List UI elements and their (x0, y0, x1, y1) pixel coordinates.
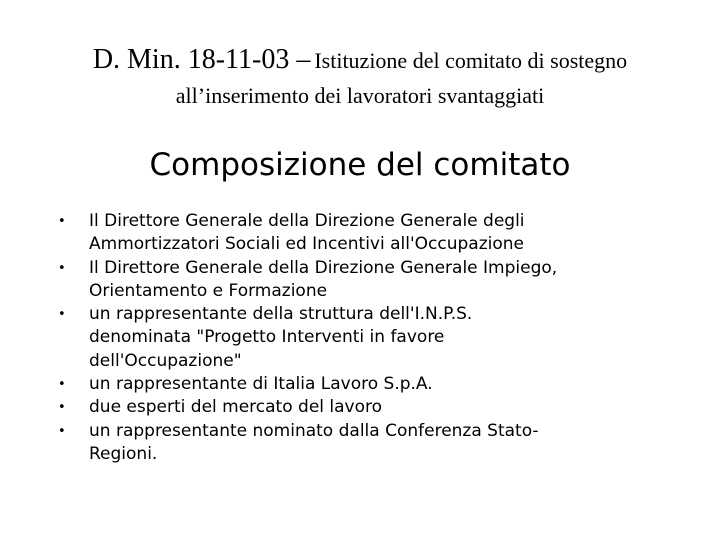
list-item-line: Orientamento e Formazione (89, 280, 328, 301)
bullet-icon: • (58, 307, 66, 323)
bullet-icon: • (58, 214, 66, 229)
list-item-line: due esperti del mercato del lavoro (89, 397, 383, 418)
list-item (58, 373, 678, 396)
list-item (58, 257, 678, 304)
slide-header (0, 40, 720, 110)
bullet-icon: • (58, 260, 66, 276)
decree-reference: D. Min. 18-11-03 – (92, 44, 311, 75)
list-item-line: Regioni. (89, 443, 158, 464)
list-item (58, 210, 678, 257)
bullet-icon: • (58, 400, 66, 416)
list-item (58, 396, 678, 419)
committee-member-list (58, 210, 678, 466)
section-title: Composizione del comitato (149, 147, 571, 183)
list-item-line: Il Direttore Generale della Direzione Generale degli (89, 211, 525, 231)
decree-subject-part2: all’inserimento dei lavoratori svantaggiati (175, 83, 545, 108)
list-item-line: Ammortizzatori Sociali ed Incentivi all'Occupazione (89, 234, 524, 255)
header-title-line (0, 40, 720, 84)
list-item-line: dell'Occupazione" (89, 350, 242, 371)
list-item-line: un rappresentante della struttura dell'I.N.P.S. (89, 304, 473, 325)
list-item-line: un rappresentante di Italia Lavoro S.p.A. (89, 374, 433, 395)
list-item-line: Il Direttore Generale della Direzione Generale Impiego, (89, 257, 558, 278)
decree-subject-part1: Istituzione del comitato di sostegno (314, 48, 628, 73)
list-item (58, 420, 678, 467)
bullet-icon: • (58, 423, 66, 439)
bullet-icon: • (58, 377, 66, 393)
list-item-line: denominata "Progetto Interventi in favore (89, 327, 445, 348)
list-item-line: un rappresentante nominato dalla Conferenza Stato- (89, 420, 539, 441)
list-item (58, 303, 678, 373)
